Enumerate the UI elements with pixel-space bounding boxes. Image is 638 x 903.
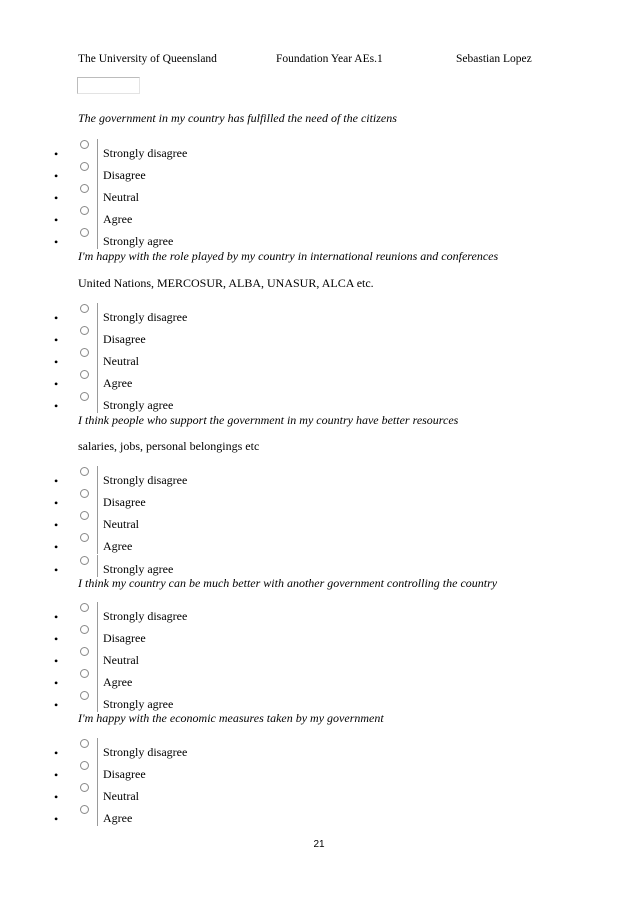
divider bbox=[97, 555, 98, 577]
radio-button[interactable] bbox=[80, 761, 89, 770]
option-label: Disagree bbox=[103, 332, 146, 346]
bullet: • bbox=[54, 768, 59, 782]
header-author: Sebastian Lopez bbox=[456, 53, 532, 65]
divider bbox=[97, 646, 98, 668]
option-label: Strongly disagree bbox=[103, 146, 188, 160]
option-label: Strongly agree bbox=[103, 234, 174, 248]
bullet: • bbox=[54, 563, 59, 577]
option-row bbox=[0, 632, 638, 652]
option-label: Strongly disagree bbox=[103, 310, 188, 324]
option-row bbox=[0, 496, 638, 516]
radio-button[interactable] bbox=[80, 467, 89, 476]
divider bbox=[97, 738, 98, 760]
option-row bbox=[0, 474, 638, 494]
option-row bbox=[0, 169, 638, 189]
option-label: Neutral bbox=[103, 354, 139, 368]
option-label: Strongly agree bbox=[103, 562, 174, 576]
question-subtext: United Nations, MERCOSUR, ALBA, UNASUR, ALCA etc. bbox=[78, 276, 374, 290]
option-row bbox=[0, 654, 638, 674]
divider bbox=[97, 391, 98, 413]
text-input-box[interactable] bbox=[77, 77, 140, 94]
divider bbox=[97, 782, 98, 804]
option-label: Neutral bbox=[103, 789, 139, 803]
header-institution: The University of Queensland bbox=[78, 53, 217, 65]
bullet: • bbox=[54, 540, 59, 554]
divider bbox=[97, 369, 98, 391]
bullet: • bbox=[54, 191, 59, 205]
question-text: The government in my country has fulfilled the need of the citizens bbox=[78, 111, 397, 125]
divider bbox=[97, 303, 98, 325]
bullet: • bbox=[54, 654, 59, 668]
option-row bbox=[0, 213, 638, 233]
radio-button[interactable] bbox=[80, 140, 89, 149]
radio-button[interactable] bbox=[80, 228, 89, 237]
option-row bbox=[0, 676, 638, 696]
bullet: • bbox=[54, 333, 59, 347]
option-row bbox=[0, 355, 638, 375]
bullet: • bbox=[54, 698, 59, 712]
option-row bbox=[0, 147, 638, 167]
radio-button[interactable] bbox=[80, 511, 89, 520]
bullet: • bbox=[54, 147, 59, 161]
question-text: I'm happy with the role played by my country in international reunions and conferences bbox=[78, 249, 499, 263]
bullet: • bbox=[54, 746, 59, 760]
option-label: Disagree bbox=[103, 631, 146, 645]
radio-button[interactable] bbox=[80, 556, 89, 565]
question-text: I think my country can be much better with another government controlling the country bbox=[78, 576, 498, 590]
option-label: Agree bbox=[103, 539, 133, 553]
option-label: Agree bbox=[103, 811, 133, 825]
bullet: • bbox=[54, 610, 59, 624]
radio-button[interactable] bbox=[80, 392, 89, 401]
divider bbox=[97, 624, 98, 646]
radio-button[interactable] bbox=[80, 326, 89, 335]
option-label: Disagree bbox=[103, 168, 146, 182]
divider bbox=[97, 205, 98, 227]
option-label: Strongly disagree bbox=[103, 609, 188, 623]
option-row bbox=[0, 333, 638, 353]
option-row bbox=[0, 746, 638, 766]
divider bbox=[97, 139, 98, 161]
radio-button[interactable] bbox=[80, 206, 89, 215]
radio-button[interactable] bbox=[80, 669, 89, 678]
option-label: Strongly disagree bbox=[103, 745, 188, 759]
option-label: Agree bbox=[103, 675, 133, 689]
radio-button[interactable] bbox=[80, 603, 89, 612]
option-row bbox=[0, 311, 638, 331]
bullet: • bbox=[54, 355, 59, 369]
option-row bbox=[0, 610, 638, 630]
option-label: Strongly agree bbox=[103, 398, 174, 412]
divider bbox=[97, 161, 98, 183]
divider bbox=[97, 804, 98, 826]
radio-button[interactable] bbox=[80, 739, 89, 748]
divider bbox=[97, 668, 98, 690]
divider bbox=[97, 466, 98, 488]
option-row bbox=[0, 768, 638, 788]
bullet: • bbox=[54, 812, 59, 826]
option-label: Strongly agree bbox=[103, 697, 174, 711]
option-row bbox=[0, 812, 638, 832]
bullet: • bbox=[54, 235, 59, 249]
divider bbox=[97, 532, 98, 554]
option-row bbox=[0, 790, 638, 810]
divider bbox=[97, 690, 98, 712]
divider bbox=[97, 347, 98, 369]
bullet: • bbox=[54, 399, 59, 413]
radio-button[interactable] bbox=[80, 691, 89, 700]
radio-button[interactable] bbox=[80, 348, 89, 357]
option-label: Disagree bbox=[103, 495, 146, 509]
radio-button[interactable] bbox=[80, 162, 89, 171]
header-course: Foundation Year AEs.1 bbox=[276, 53, 383, 65]
option-row bbox=[0, 540, 638, 560]
option-row bbox=[0, 377, 638, 397]
option-label: Disagree bbox=[103, 767, 146, 781]
radio-button[interactable] bbox=[80, 184, 89, 193]
divider bbox=[97, 488, 98, 510]
divider bbox=[97, 760, 98, 782]
question-text: I think people who support the government in my country have better resources bbox=[78, 413, 459, 427]
divider bbox=[97, 510, 98, 532]
bullet: • bbox=[54, 676, 59, 690]
radio-button[interactable] bbox=[80, 805, 89, 814]
bullet: • bbox=[54, 377, 59, 391]
divider bbox=[97, 325, 98, 347]
radio-button[interactable] bbox=[80, 489, 89, 498]
divider bbox=[97, 227, 98, 249]
option-label: Agree bbox=[103, 376, 133, 390]
question-subtext: salaries, jobs, personal belongings etc bbox=[78, 439, 260, 453]
question-text: I'm happy with the economic measures taken by my government bbox=[78, 711, 384, 725]
bullet: • bbox=[54, 790, 59, 804]
option-label: Neutral bbox=[103, 190, 139, 204]
bullet: • bbox=[54, 518, 59, 532]
radio-button[interactable] bbox=[80, 647, 89, 656]
divider bbox=[97, 183, 98, 205]
bullet: • bbox=[54, 169, 59, 183]
bullet: • bbox=[54, 632, 59, 646]
bullet: • bbox=[54, 213, 59, 227]
option-row bbox=[0, 518, 638, 538]
radio-button[interactable] bbox=[80, 533, 89, 542]
option-label: Agree bbox=[103, 212, 133, 226]
bullet: • bbox=[54, 496, 59, 510]
bullet: • bbox=[54, 474, 59, 488]
page-number: 21 bbox=[313, 839, 325, 850]
radio-button[interactable] bbox=[80, 625, 89, 634]
radio-button[interactable] bbox=[80, 370, 89, 379]
radio-button[interactable] bbox=[80, 783, 89, 792]
radio-button[interactable] bbox=[80, 304, 89, 313]
option-row bbox=[0, 191, 638, 211]
bullet: • bbox=[54, 311, 59, 325]
divider bbox=[97, 602, 98, 624]
option-label: Neutral bbox=[103, 653, 139, 667]
option-label: Neutral bbox=[103, 517, 139, 531]
option-label: Strongly disagree bbox=[103, 473, 188, 487]
